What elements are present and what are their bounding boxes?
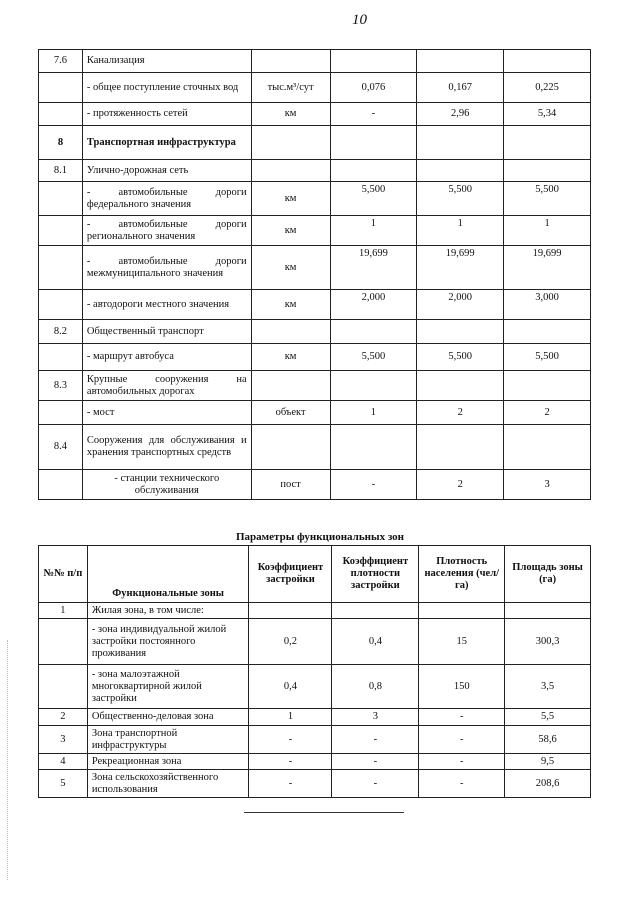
header-k2: Коэффициент плотности застройки — [332, 546, 419, 603]
row-value-1: 5,500 — [330, 344, 417, 371]
header-num: №№ п/п — [39, 546, 88, 603]
row-value-2: 2 — [417, 470, 504, 500]
row-name: - станции технического обслуживания — [82, 470, 251, 500]
row-value-1 — [330, 371, 417, 401]
row-area: 208,6 — [505, 770, 591, 798]
row-value-1 — [330, 126, 417, 160]
row-name: - мост — [82, 401, 251, 425]
row-k2: - — [332, 754, 419, 770]
row-value-3: 5,500 — [504, 344, 591, 371]
row-number: 8.4 — [39, 425, 83, 470]
row-number: 8.1 — [39, 160, 83, 182]
table-row — [39, 73, 591, 103]
row-number — [39, 401, 83, 425]
row-value-2: 2 — [417, 401, 504, 425]
row-value-2: 5,500 — [417, 182, 504, 216]
row-k1: - — [249, 754, 332, 770]
row-value-2 — [417, 126, 504, 160]
table-row — [39, 344, 591, 371]
row-unit: км — [251, 344, 330, 371]
row-number: 4 — [39, 754, 88, 770]
row-name: - общее поступление сточных вод — [82, 73, 251, 103]
row-number — [39, 246, 83, 290]
row-name: Канализация — [82, 50, 251, 73]
row-zone: Жилая зона, в том числе: — [87, 603, 249, 619]
row-unit — [251, 425, 330, 470]
row-zone: Общественно-деловая зона — [87, 709, 249, 726]
row-name: Транспортная инфраструктура — [82, 126, 251, 160]
row-value-2: 2,000 — [417, 290, 504, 320]
row-zone: - зона индивидуальной жилой застройки постоянного проживания — [87, 619, 249, 665]
row-area: 9,5 — [505, 754, 591, 770]
row-value-1 — [330, 320, 417, 344]
row-area — [505, 603, 591, 619]
row-unit: км — [251, 182, 330, 216]
table-row — [39, 709, 591, 726]
header-zone: Функциональные зоны — [87, 546, 249, 603]
row-value-3 — [504, 320, 591, 344]
row-density: 150 — [419, 665, 505, 709]
header-k1: Коэффициент застройки — [249, 546, 332, 603]
row-value-1 — [330, 50, 417, 73]
row-name: Улично-дорожная сеть — [82, 160, 251, 182]
row-number: 3 — [39, 726, 88, 754]
row-value-3: 0,225 — [504, 73, 591, 103]
row-k1 — [249, 603, 332, 619]
row-unit: км — [251, 216, 330, 246]
table-row — [39, 665, 591, 709]
row-unit: объект — [251, 401, 330, 425]
row-k2: - — [332, 770, 419, 798]
row-value-3: 2 — [504, 401, 591, 425]
row-k2: - — [332, 726, 419, 754]
row-value-1: 1 — [330, 216, 417, 246]
row-number: 1 — [39, 603, 88, 619]
row-unit: пост — [251, 470, 330, 500]
row-number: 8 — [39, 126, 83, 160]
row-value-3 — [504, 425, 591, 470]
row-value-3 — [504, 50, 591, 73]
row-value-1: - — [330, 103, 417, 126]
row-number: 5 — [39, 770, 88, 798]
row-unit: км — [251, 103, 330, 126]
row-name: - протяженность сетей — [82, 103, 251, 126]
table-row — [39, 754, 591, 770]
row-area: 3,5 — [505, 665, 591, 709]
row-value-2 — [417, 160, 504, 182]
scan-margin-marks — [7, 640, 9, 880]
row-name: Общественный транспорт — [82, 320, 251, 344]
row-unit: км — [251, 246, 330, 290]
row-name: Крупные сооружения на автомобильных дорогах — [82, 371, 251, 401]
row-number — [39, 103, 83, 126]
table-row — [39, 216, 591, 246]
table-row — [39, 603, 591, 619]
row-value-2 — [417, 50, 504, 73]
row-zone: - зона малоэтажной многоквартирной жилой застройки — [87, 665, 249, 709]
row-value-3: 19,699 — [504, 246, 591, 290]
row-name: Сооружения для обслуживания и хранения транспортных средств — [82, 425, 251, 470]
table-row — [39, 160, 591, 182]
row-density: - — [419, 709, 505, 726]
row-k1: - — [249, 726, 332, 754]
table-row — [39, 619, 591, 665]
row-number — [39, 344, 83, 371]
row-value-3 — [504, 160, 591, 182]
row-number: 2 — [39, 709, 88, 726]
table-row — [39, 103, 591, 126]
row-value-2: 1 — [417, 216, 504, 246]
row-k1: 0,4 — [249, 665, 332, 709]
row-density: - — [419, 770, 505, 798]
table-row — [39, 425, 591, 470]
row-zone: Рекреационная зона — [87, 754, 249, 770]
row-value-2: 2,96 — [417, 103, 504, 126]
row-density: 15 — [419, 619, 505, 665]
row-name: - автодороги местного значения — [82, 290, 251, 320]
row-name: - автомобильные дороги межмуниципального значения — [82, 246, 251, 290]
row-number — [39, 619, 88, 665]
row-unit: тыс.м³/сут — [251, 73, 330, 103]
row-k1: 1 — [249, 709, 332, 726]
row-value-3: 1 — [504, 216, 591, 246]
row-unit — [251, 50, 330, 73]
footer-rule — [244, 812, 404, 813]
row-unit — [251, 126, 330, 160]
row-k1: - — [249, 770, 332, 798]
row-zone: Зона транспортной инфраструктуры — [87, 726, 249, 754]
row-number — [39, 216, 83, 246]
row-area: 58,6 — [505, 726, 591, 754]
row-value-3 — [504, 126, 591, 160]
table-row — [39, 126, 591, 160]
row-number: 8.2 — [39, 320, 83, 344]
row-value-1: 0,076 — [330, 73, 417, 103]
row-name: - автомобильные дороги федерального значения — [82, 182, 251, 216]
table-row — [39, 320, 591, 344]
table-row — [39, 371, 591, 401]
row-name: - автомобильные дороги регионального значения — [82, 216, 251, 246]
row-density: - — [419, 726, 505, 754]
row-area: 5,5 — [505, 709, 591, 726]
row-value-2: 0,167 — [417, 73, 504, 103]
table-row — [39, 401, 591, 425]
row-value-1: 2,000 — [330, 290, 417, 320]
row-number — [39, 73, 83, 103]
functional-zones-table — [38, 545, 591, 798]
row-value-3 — [504, 371, 591, 401]
row-value-1: 1 — [330, 401, 417, 425]
row-value-3: 5,34 — [504, 103, 591, 126]
row-density: - — [419, 754, 505, 770]
row-value-1 — [330, 160, 417, 182]
table-row — [39, 770, 591, 798]
row-number — [39, 182, 83, 216]
row-value-2 — [417, 371, 504, 401]
table-row — [39, 470, 591, 500]
row-k2: 0,4 — [332, 619, 419, 665]
row-number: 7.6 — [39, 50, 83, 73]
row-value-3: 5,500 — [504, 182, 591, 216]
row-unit — [251, 371, 330, 401]
infrastructure-table — [38, 49, 591, 500]
header-row — [39, 546, 591, 603]
row-value-2 — [417, 425, 504, 470]
row-name: - маршрут автобуса — [82, 344, 251, 371]
row-k1: 0,2 — [249, 619, 332, 665]
table-caption: Параметры функциональных зон — [235, 531, 405, 543]
row-k2 — [332, 603, 419, 619]
table-row — [39, 182, 591, 216]
row-value-3: 3 — [504, 470, 591, 500]
row-value-2 — [417, 320, 504, 344]
row-number — [39, 290, 83, 320]
row-value-1: - — [330, 470, 417, 500]
row-number — [39, 470, 83, 500]
row-density — [419, 603, 505, 619]
page-number: 10 — [352, 12, 367, 28]
header-area: Площадь зоны (га) — [505, 546, 591, 603]
row-zone: Зона сельскохозяйственного использования — [87, 770, 249, 798]
row-k2: 3 — [332, 709, 419, 726]
table-row — [39, 50, 591, 73]
row-value-2: 5,500 — [417, 344, 504, 371]
row-value-3: 3,000 — [504, 290, 591, 320]
header-density: Плотность населения (чел/га) — [419, 546, 505, 603]
row-area: 300,3 — [505, 619, 591, 665]
row-value-1: 19,699 — [330, 246, 417, 290]
table-row — [39, 726, 591, 754]
row-k2: 0,8 — [332, 665, 419, 709]
row-value-1: 5,500 — [330, 182, 417, 216]
table-row — [39, 290, 591, 320]
row-number — [39, 665, 88, 709]
row-number: 8.3 — [39, 371, 83, 401]
row-unit: км — [251, 290, 330, 320]
row-unit — [251, 160, 330, 182]
row-value-1 — [330, 425, 417, 470]
table-row — [39, 246, 591, 290]
row-unit — [251, 320, 330, 344]
row-value-2: 19,699 — [417, 246, 504, 290]
